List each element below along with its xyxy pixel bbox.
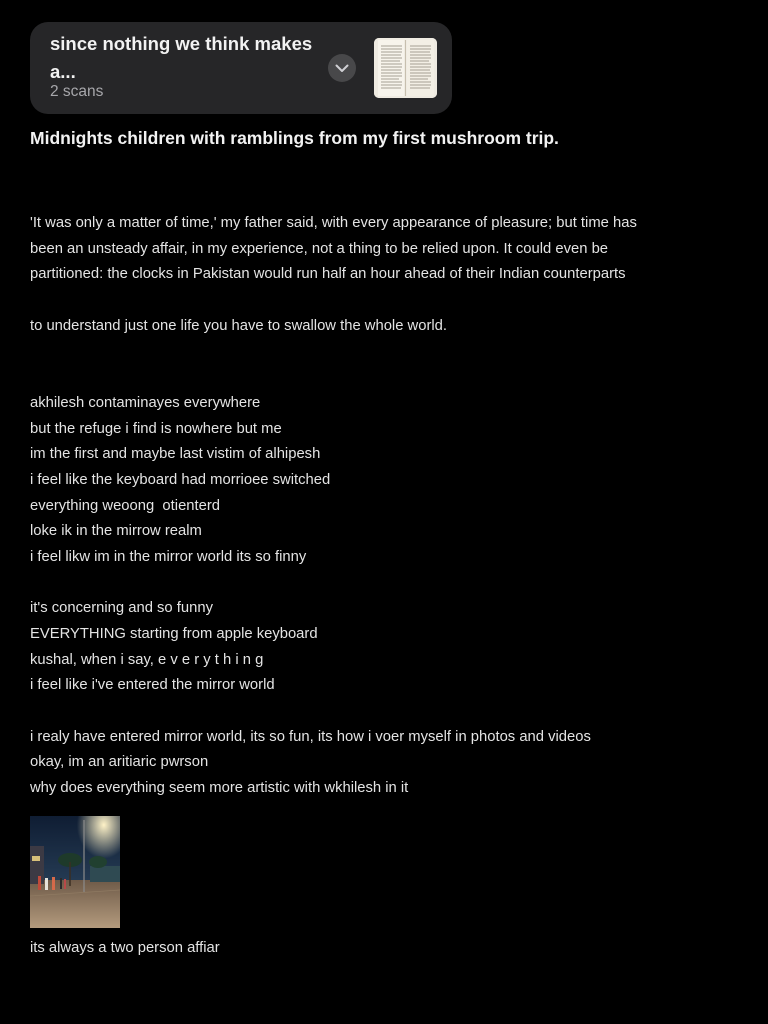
paragraph-line: 'It was only a matter of time,' my father said, with every appearance of pleasure; but time has (30, 215, 637, 231)
text-line: akhilesh contaminayes everywhere (30, 394, 261, 411)
text-line: i realy have entered mirror world, its so fun, its how i voer myself in photos and videos (30, 728, 591, 745)
text-line: everything weoong otienterd (30, 497, 221, 514)
chevron-down-icon (335, 64, 349, 73)
attached-photo[interactable] (30, 816, 120, 928)
expand-button[interactable] (328, 54, 356, 82)
text-line: i feel like the keyboard had morrioee switched (30, 471, 331, 488)
text-line: i feel likw im in the mirror world its so finny (30, 548, 307, 565)
night-street-photo (30, 816, 120, 928)
note-heading: Midnights children with ramblings from my first mushroom trip. (30, 128, 559, 148)
photo-caption: its always a two person affiar (30, 940, 220, 956)
text-line: it's concerning and so funny (30, 600, 213, 617)
text-line: loke ik in the mirrow realm (30, 523, 202, 540)
paragraph-line: partitioned: the clocks in Pakistan would run half an hour ahead of their Indian counterparts (30, 266, 626, 283)
paragraph-line: been an unsteady affair, in my experience, not a thing to be relied upon. It could even be (30, 240, 609, 257)
text-line: but the refuge i find is nowhere but me (30, 420, 282, 437)
quote-line: to understand just one life you have to swallow the whole world. (30, 317, 448, 334)
blank-line (30, 288, 750, 314)
scan-title: since nothing we think makes a... (50, 33, 313, 82)
text-line: EVERYTHING starting from apple keyboard (30, 626, 318, 642)
scan-count: 2 scans (50, 83, 104, 100)
scan-thumbnail[interactable] (374, 38, 437, 98)
text-line: im the first and maybe last vistim of alhipesh (30, 446, 321, 463)
text-line: i feel like i've entered the mirror world (30, 677, 275, 694)
text-line: okay, im an aritiaric pwrson (30, 754, 209, 771)
text-line: kushal, when i say, e v e r y t h i n g (30, 651, 264, 668)
blank-line (30, 339, 750, 365)
note-body[interactable] (30, 211, 750, 802)
document-page-image (374, 38, 437, 98)
text-line: why does everything seem more artistic with wkhilesh in it (30, 780, 409, 797)
blank-line (30, 699, 750, 725)
blank-line (30, 571, 750, 597)
blank-line (30, 365, 750, 391)
scans-card[interactable] (30, 22, 452, 114)
